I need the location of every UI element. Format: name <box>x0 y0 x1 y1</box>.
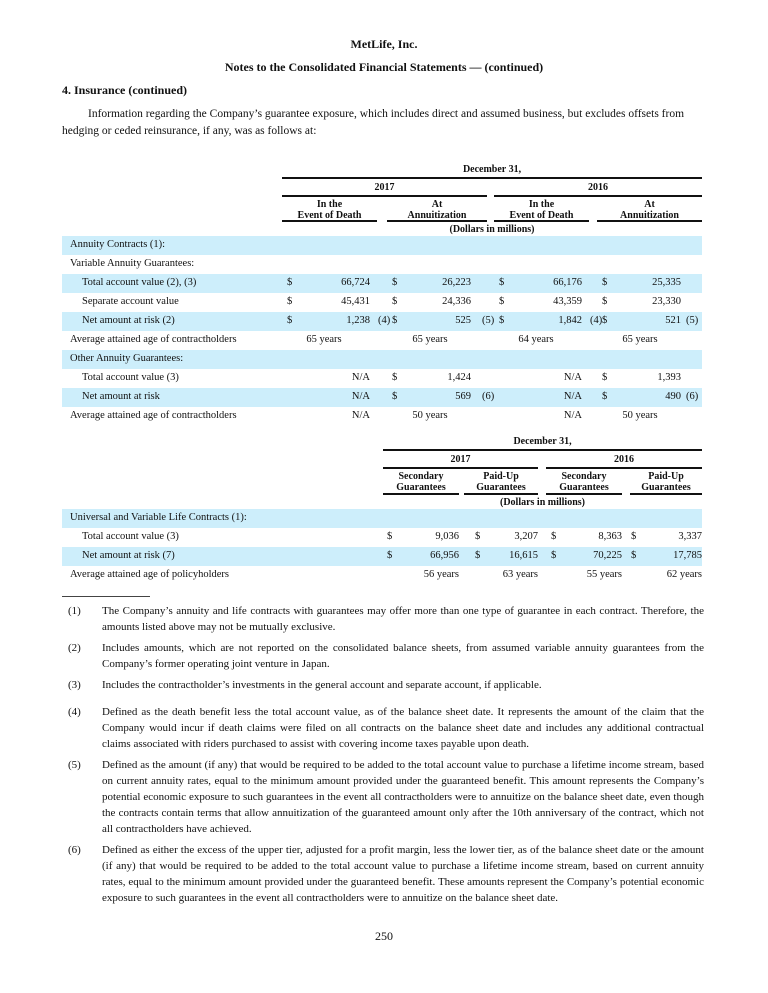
cell-value: 3,337 <box>678 531 702 542</box>
row-label: Total account value (3) <box>82 531 179 542</box>
cell-value: 45,431 <box>341 296 370 307</box>
row-label: Universal and Variable Life Contracts (1): <box>70 512 247 523</box>
table2-units: (Dollars in millions) <box>499 497 585 508</box>
footnote <box>68 704 704 752</box>
table1-col-header: At Annuitization <box>620 199 679 221</box>
cell-value: 65 years <box>622 334 658 345</box>
cell-value: 24,336 <box>442 296 471 307</box>
cell-value: 23,330 <box>652 296 681 307</box>
table1-period-label: December 31, <box>462 164 522 175</box>
cell-value: 66,724 <box>341 277 370 288</box>
cell-value: 50 years <box>412 410 448 421</box>
dollar-sign: $ <box>475 531 481 542</box>
footnote-text: Includes the contractholder’s investments in the general account and separate account, if applicable. <box>102 679 542 691</box>
cell-value: 490 <box>665 391 681 402</box>
table-row <box>62 293 702 312</box>
footnote-text: Defined as either the excess of the upper tier, adjusted for a profit margin, less the lower tier, as of the balance sheet date or the amount (if any) that would be required to be added to the total account value to purchase a lifetime income stream, based on current annuity rates, equal to the minimum amount provided under the guaranteed benefit. These amounts represent the Company’s potential economic exposure to such guarantees in the event all contractholders were to annuitize on the balance sheet date. <box>102 844 704 904</box>
row-label: Variable Annuity Guarantees: <box>70 258 195 269</box>
row-label: Other Annuity Guarantees: <box>70 353 184 364</box>
table2-col-header: Secondary Guarantees <box>559 471 609 493</box>
cell-value: 65 years <box>306 334 342 345</box>
dollar-sign: $ <box>392 315 398 326</box>
dollar-sign: $ <box>287 315 293 326</box>
footnote-ref: (5) <box>686 315 699 326</box>
row-label: Separate account value <box>82 296 179 307</box>
footnote-ref: (4) <box>590 315 603 326</box>
dollar-sign: $ <box>392 277 398 288</box>
footnote-text: Defined as the death benefit less the total account value, as of the balance sheet date. It represents the amount of the claim that the Company would incur if death claims were filed on all contracts on the balance sheet date and includes any additional contractual claims associated with riders purchased to assist with covering income taxes payable upon death. <box>102 706 704 750</box>
table1-col-header: At Annuitization <box>407 199 467 221</box>
row-label: Average attained age of contractholders <box>70 410 237 421</box>
cell-value: 55 years <box>586 569 622 580</box>
cell-value: N/A <box>563 372 582 383</box>
footnote <box>68 842 704 906</box>
cell-value: 1,393 <box>657 372 681 383</box>
cell-value: 17,785 <box>673 550 702 561</box>
footnote <box>68 677 704 693</box>
dollar-sign: $ <box>551 550 557 561</box>
table2-period-label: December 31, <box>513 436 572 447</box>
page-number: 250 <box>375 929 393 943</box>
row-label: Annuity Contracts (1): <box>70 239 166 250</box>
cell-value: 3,207 <box>514 531 538 542</box>
page-subtitle: Notes to the Consolidated Financial Statements — (continued) <box>224 60 544 74</box>
row-label: Net amount at risk (2) <box>82 315 175 326</box>
table2-col-header: Paid-Up Guarantees <box>641 471 691 493</box>
cell-value: 50 years <box>622 410 658 421</box>
footnote <box>68 757 704 837</box>
footnote-text: The Company’s annuity and life contracts with guarantees may offer more than one type of guarantee in each contract. Therefore, the amounts listed above may not be mutually exclusive. <box>102 605 704 633</box>
dollar-sign: $ <box>392 372 398 383</box>
footnote-number: (6) <box>68 844 81 856</box>
table-row <box>62 312 702 331</box>
table-row <box>62 528 702 547</box>
dollar-sign: $ <box>602 277 608 288</box>
cell-value: 9,036 <box>435 531 459 542</box>
row-label: Net amount at risk <box>82 391 160 402</box>
dollar-sign: $ <box>602 391 608 402</box>
footnote-number: (3) <box>68 679 81 691</box>
company-name: MetLife, Inc. <box>350 37 418 51</box>
dollar-sign: $ <box>387 550 393 561</box>
row-label: Net amount at risk (7) <box>82 550 175 561</box>
dollar-sign: $ <box>631 531 637 542</box>
cell-value: 62 years <box>666 569 702 580</box>
dollar-sign: $ <box>287 277 293 288</box>
table2-year-2016: 2016 <box>614 454 634 465</box>
table-row <box>62 255 702 274</box>
cell-value: 16,615 <box>509 550 538 561</box>
cell-value: 65 years <box>412 334 448 345</box>
intro-paragraph: Information regarding the Company’s guarantee exposure, which includes direct and assumed business, but excludes offsets from hedging or ceded reinsurance, if any, was as follows at: <box>62 108 685 137</box>
cell-value: 64 years <box>518 334 554 345</box>
dollar-sign: $ <box>475 550 481 561</box>
dollar-sign: $ <box>602 372 608 383</box>
cell-value: 8,363 <box>598 531 622 542</box>
footnote-ref: (4) <box>378 315 391 326</box>
cell-value: 26,223 <box>442 277 471 288</box>
table1-col-header: In the Event of Death <box>509 199 574 221</box>
cell-value: 66,956 <box>430 550 459 561</box>
cell-value: 1,238 <box>346 315 370 326</box>
row-label: Total account value (3) <box>82 372 179 383</box>
cell-value: 66,176 <box>553 277 582 288</box>
dollar-sign: $ <box>499 277 505 288</box>
footnote-ref: (5) <box>482 315 495 326</box>
cell-value: N/A <box>563 410 582 421</box>
footnote-text: Defined as the amount (if any) that would be required to be added to the total account value to purchase a lifetime income stream, based on current annuity rates, equal to the minimum amount provided under the guaranteed benefit. This amount represents the Company’s potential economic exposure to such guarantees in the event all contractholders were to annuitize on the balance sheet date, even though the contracts contain terms that allow annuitization of the guaranteed amount only after the 10th anniversary of the contract, which not all contractholders have achieved. <box>102 759 704 835</box>
footnote-ref: (6) <box>482 391 495 402</box>
table2-col-header: Paid-Up Guarantees <box>476 471 526 493</box>
dollar-sign: $ <box>602 296 608 307</box>
table2-year-2017: 2017 <box>450 454 471 465</box>
cell-value: 525 <box>455 315 471 326</box>
dollar-sign: $ <box>602 315 608 326</box>
dollar-sign: $ <box>499 296 505 307</box>
table-row <box>62 388 702 407</box>
dollar-sign: $ <box>387 531 393 542</box>
table1-year-2017: 2017 <box>374 182 395 193</box>
cell-value: 569 <box>455 391 471 402</box>
footnote-divider <box>62 596 150 597</box>
cell-value: N/A <box>351 410 370 421</box>
table-row <box>62 350 702 369</box>
footnote-ref: (6) <box>686 391 699 402</box>
table-row <box>62 369 702 388</box>
cell-value: 1,424 <box>447 372 471 383</box>
footnote-text: Includes amounts, which are not reported on the consolidated balance sheets, from assumed variable annuity guarantees from the Company’s former operating joint venture in Japan. <box>102 642 704 670</box>
cell-value: 1,842 <box>558 315 582 326</box>
footnote <box>68 603 704 635</box>
cell-value: 70,225 <box>593 550 622 561</box>
cell-value: 521 <box>665 315 681 326</box>
dollar-sign: $ <box>392 296 398 307</box>
row-label: Average attained age of contractholders <box>70 334 237 345</box>
table-row <box>62 547 702 566</box>
table2-col-header: Secondary Guarantees <box>396 471 446 493</box>
footnote-number: (5) <box>68 759 81 771</box>
table-row <box>62 236 702 255</box>
cell-value: 63 years <box>502 569 538 580</box>
dollar-sign: $ <box>287 296 293 307</box>
table-row <box>62 274 702 293</box>
cell-value: 25,335 <box>652 277 681 288</box>
dollar-sign: $ <box>631 550 637 561</box>
row-label: Total account value (2), (3) <box>82 277 197 288</box>
footnote-number: (4) <box>68 706 81 718</box>
cell-value: N/A <box>563 391 582 402</box>
cell-value: N/A <box>351 391 370 402</box>
table1-col-header: In the Event of Death <box>297 199 362 221</box>
dollar-sign: $ <box>392 391 398 402</box>
section-title: 4. Insurance (continued) <box>62 83 188 97</box>
table-row <box>62 566 702 585</box>
cell-value: 56 years <box>423 569 459 580</box>
dollar-sign: $ <box>551 531 557 542</box>
cell-value: 43,359 <box>553 296 582 307</box>
table-row <box>62 331 702 350</box>
cell-value: N/A <box>351 372 370 383</box>
dollar-sign: $ <box>499 315 505 326</box>
footnote <box>68 640 704 672</box>
table1-year-2016: 2016 <box>588 182 608 193</box>
footnote-number: (1) <box>68 605 81 617</box>
row-label: Average attained age of policyholders <box>70 569 229 580</box>
table-row <box>62 407 702 426</box>
table1-units: (Dollars in millions) <box>449 224 535 235</box>
table-row <box>62 509 702 528</box>
footnote-number: (2) <box>68 642 81 654</box>
